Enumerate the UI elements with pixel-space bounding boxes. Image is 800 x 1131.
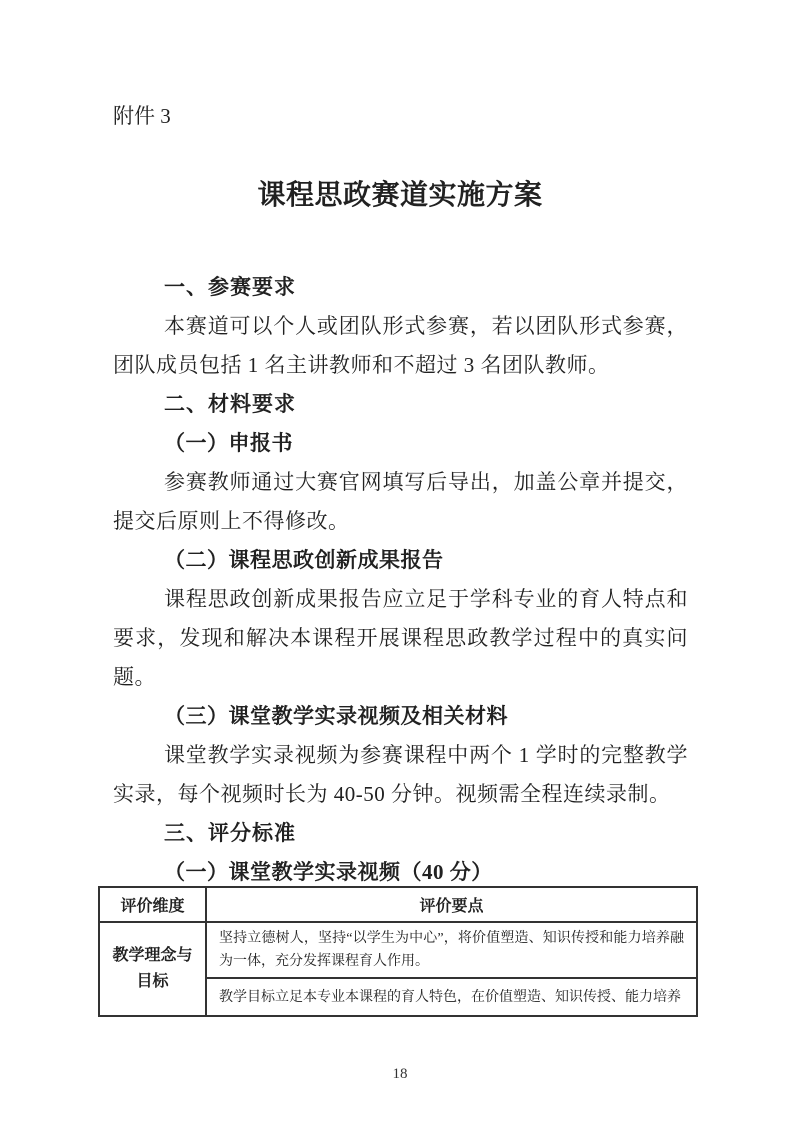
section-heading: 三、评分标准 <box>164 822 296 845</box>
table-header-dimension: 评价维度 <box>99 887 206 922</box>
page-number: 18 <box>392 1066 408 1082</box>
paragraph: 课程思政创新成果报告应立足于学科专业的育人特点和要求，发现和解决本课程开展课程思政教学过程中的真实问题。 <box>113 587 688 689</box>
dimension-cell: 教学理念与目标 <box>99 922 206 1016</box>
section-heading: 二、材料要求 <box>164 393 296 416</box>
section-heading: 一、参赛要求 <box>164 276 296 299</box>
paragraph: 本赛道可以个人或团队形式参赛，若以团队形式参赛，团队成员包括 1 名主讲教师和不超过 3 名团队教师。 <box>113 314 688 377</box>
point-cell: 坚持立德树人，坚持“以学生为中心”，将价值塑造、知识传授和能力培养融为一体，充分发挥课程育人作用。 <box>206 922 697 978</box>
sub-heading: （二）课程思政创新成果报告 <box>164 548 444 572</box>
sub-heading: （三）课堂教学实录视频及相关材料 <box>164 704 508 728</box>
paragraph: 参赛教师通过大赛官网填写后导出，加盖公章并提交，提交后原则上不得修改。 <box>113 470 688 533</box>
document-body <box>113 268 688 892</box>
point-cell: 教学目标立足本专业本课程的育人特色，在价值塑造、知识传授、能力培养 <box>206 978 697 1016</box>
sub-heading: （一）课堂教学实录视频（40 分） <box>164 860 493 884</box>
paragraph: 课堂教学实录视频为参赛课程中两个 1 学时的完整教学实录，每个视频时长为 40-50 分钟。视频需全程连续录制。 <box>113 743 688 806</box>
table-header-points: 评价要点 <box>206 887 697 922</box>
attachment-label: 附件 3 <box>113 104 171 128</box>
table-row <box>99 922 697 978</box>
sub-heading: （一）申报书 <box>164 431 293 455</box>
table-header-row <box>99 887 697 922</box>
document-title: 课程思政赛道实施方案 <box>257 180 543 211</box>
scoring-criteria-table <box>98 886 698 1017</box>
